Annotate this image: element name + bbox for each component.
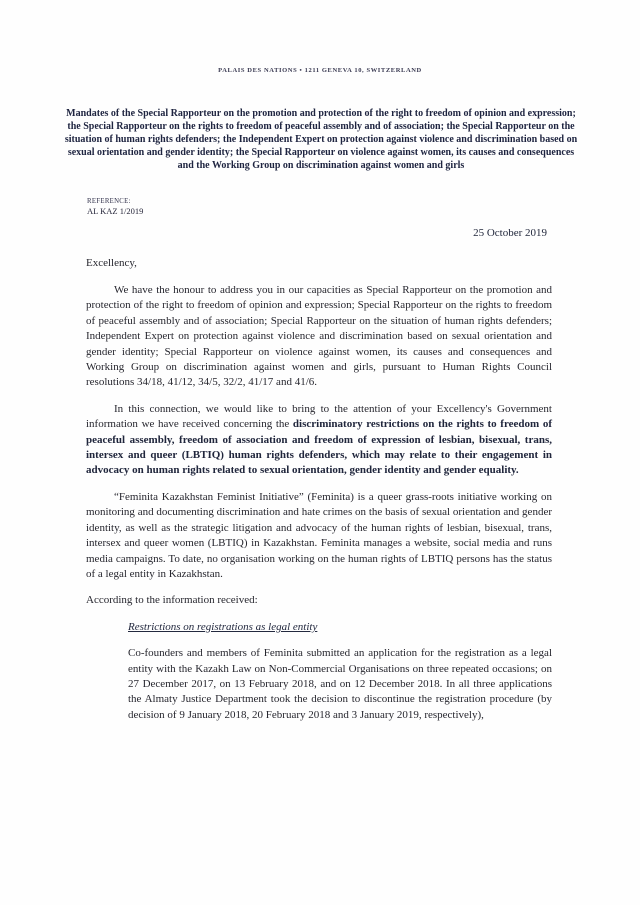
salutation: Excellency, xyxy=(86,257,137,269)
paragraph-concern-bold: discriminatory restrictions on the rights to freedom of peaceful assembly, freedom of association and freedom of expression of lesbian, bisexual, trans, intersex and queer (LBTIQ) human rights defenders, which may relate to their engagement in advocacy on human rights related to sexual orientation, gender identity and gender equality. xyxy=(86,418,553,477)
paragraph-feminita: “Feminita Kazakhstan Feminist Initiative” (Feminita) is a queer grass-roots initiative working on monitoring and documenting discrimination and hate crimes on the basis of sexual orientation and gender identity, as well as the strategic litigation and advocacy of the human rights of lesbian, bisexual, trans, intersex and queer women (LBTIQ) in Kazakhstan. Feminita manages a website, social media and runs media campaigns. To date, no organisation working on the human rights of LBTIQ persons has the status of a legal entity in Kazakhstan. xyxy=(86,490,552,580)
letterhead: PALAIS DES NATIONS • 1211 GENEVA 10, SWITZERLAND xyxy=(218,67,422,74)
letter-date: 25 October 2019 xyxy=(473,227,547,239)
paragraph-concern xyxy=(86,402,552,479)
paragraph-concern-normal: In this connection, we would like to bring to the attention of your Excellency's Government information we have received concerning the xyxy=(86,402,552,431)
letter-body xyxy=(86,283,552,734)
reference-label: REFERENCE: xyxy=(87,198,131,205)
paragraph-registration: Co-founders and members of Feminita submitted an application for the registration as a legal entity with the Kazakh Law on Non-Commercial Organisations on three repeated occasions; on 27 December 2017, on 13 February 2018, and on 12 December 2018. In all three applications the Almaty Justice Department took the decision to discontinue the registration procedure (by decision of 9 January 2018, 20 February 2018 and 3 January 2019, respectively), xyxy=(128,647,552,721)
section-heading-registrations: Restrictions on registrations as legal entity xyxy=(128,620,318,633)
mandates-title: Mandates of the Special Rapporteur on the promotion and protection of the right to freedom of opinion and expression; the Special Rapporteur on the rights to freedom of peaceful assembly and of association; the Special Rapporteur on the situation of human rights defenders; the Independent Expert on protection against violence and discrimination based on sexual orientation and gender identity; the Special Rapporteur on violence against women, its causes and consequences and the Working Group on discrimination against women and girls xyxy=(64,108,578,172)
paragraph-capacities: We have the honour to address you in our capacities as Special Rapporteur on the promotion and protection of the right to freedom of opinion and expression; Special Rapporteur on the rights to freedom of peaceful assembly and of association; Special Rapporteur on the situation of human rights defenders; Independent Expert on protection against violence and discrimination based on sexual orientation and gender identity; Special Rapporteur on violence against women, its causes and consequences and Working Group on discrimination against women and girls, pursuant to Human Rights Council resolutions 34/18, 41/12, 34/5, 32/2, 41/17 and 41/6. xyxy=(86,284,552,389)
reference-block xyxy=(87,198,143,217)
reference-value: AL KAZ 1/2019 xyxy=(87,206,144,217)
lead-in-line: According to the information received: xyxy=(86,594,258,607)
